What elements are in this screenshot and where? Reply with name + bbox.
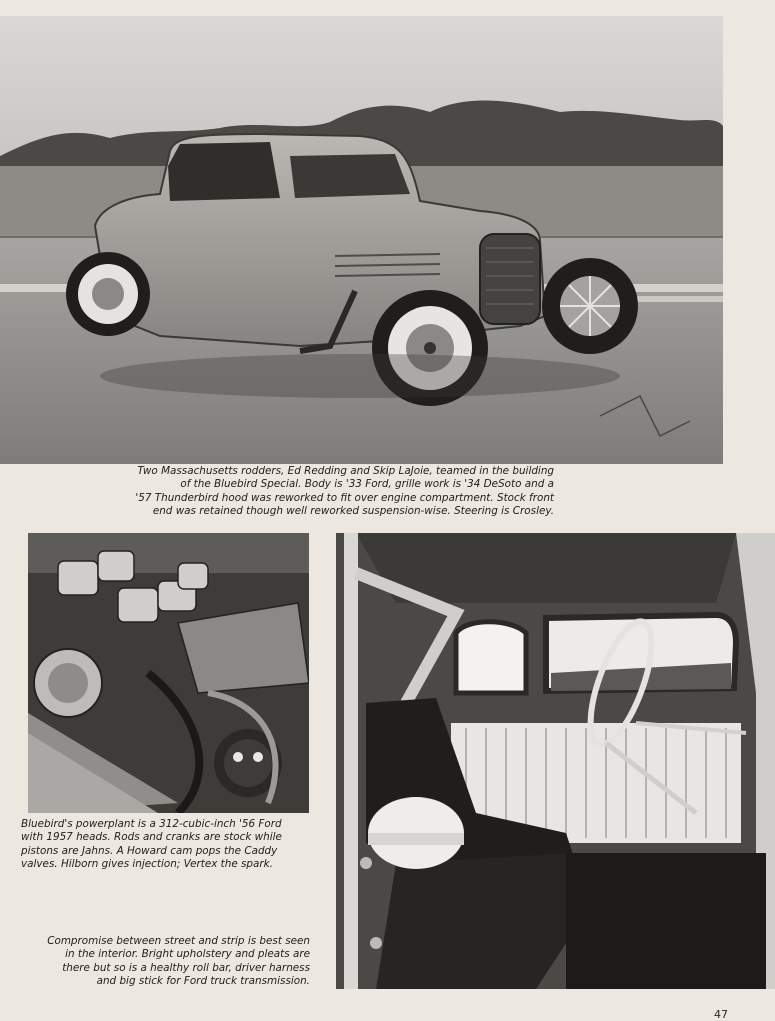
caption-line: valves. Hilborn gives injection; Vertex the spark.	[21, 857, 273, 870]
engine-photo	[28, 533, 309, 813]
caption-line: and big stick for Ford truck transmission.	[96, 974, 310, 987]
caption-line: Bluebird's powerplant is a 312-cubic-inch '56 Ford	[21, 818, 282, 830]
caption-line: pistons are Jahns. A Howard cam pops the Caddy	[21, 844, 278, 857]
interior-caption	[14, 935, 310, 988]
caption-line: with 1957 heads. Rods and cranks are stock while	[21, 831, 282, 844]
caption-line: Two Massachusetts rodders, Ed Redding and Skip LaJoie, teamed in the building	[137, 465, 554, 477]
caption-line: of the Bluebird Special. Body is '33 Ford, grille work is '34 DeSoto and a	[180, 478, 554, 491]
car-caption	[76, 465, 554, 518]
car-photo	[0, 16, 723, 464]
caption-line: Compromise between street and strip is best seen	[47, 935, 310, 947]
caption-line: there but so is a healthy roll bar, driver harness	[62, 961, 310, 974]
page-number: 47	[714, 1008, 728, 1021]
engine-caption	[21, 818, 313, 871]
caption-line: end was retained though well reworked suspension-wise. Steering is Crosley.	[152, 504, 554, 517]
caption-line: in the interior. Bright upholstery and pleats are	[65, 948, 310, 961]
caption-line: '57 Thunderbird hood was reworked to fit over engine compartment. Stock front	[135, 491, 554, 504]
interior-photo	[336, 533, 775, 989]
